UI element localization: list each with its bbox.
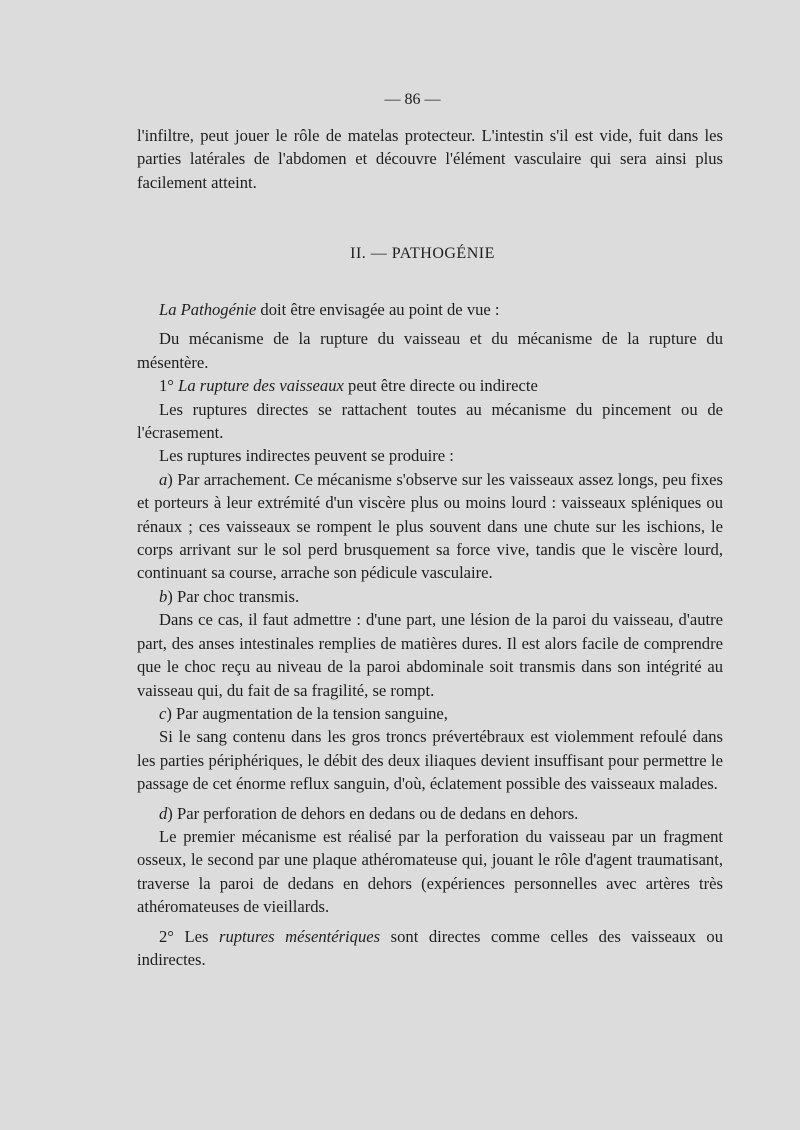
point1-paragraph: 1° La rupture des vaisseaux peut être directe ou indirecte bbox=[159, 376, 538, 396]
case-c-paragraph: c) Par augmentation de la tension sanguine, bbox=[159, 703, 448, 723]
section-heading: II. — PATHOGÉNIE bbox=[350, 245, 495, 262]
case-a-paragraph: a) Par arrachement. Ce mécanisme s'observe sur les vaisseaux assez longs, peu fixes et porteurs à leur extrémité d'un viscère plus ou moins lourd : vaisseaux spléniques ou rénaux ; ces vaisseaux se rompent le plus souvent dans une chute sur les ischions, le corps arrivant sur le sol perd brusquement sa force vive, tandis que le viscère lourd, continuant sa course, arrache son pédicule vasculaire. bbox=[137, 469, 723, 583]
directes-paragraph: Les ruptures directes se rattachent toutes au mécanisme du pincement ou de l'écrasement. bbox=[137, 399, 723, 443]
page-number: — 86 — bbox=[384, 91, 441, 108]
case-c-body: Si le sang contenu dans les gros troncs prévertébraux est violemment refoulé dans les parties périphériques, le débit des deux iliaques devient insuffisant pour permettre le passage de cet énorme reflux sanguin, d'où, éclatement possible des vaisseaux malades. bbox=[137, 727, 723, 794]
case-d-paragraph: d) Par perforation de dehors en dedans ou de dedans en dehors. bbox=[159, 803, 579, 823]
lead-italic: La Pathogénie bbox=[159, 300, 257, 319]
body-text bbox=[137, 298, 723, 971]
case-d-body: Le premier mécanisme est réalisé par la perforation du vaisseau par un fragment osseux, le second par une plaque athéromateuse qui, jouant le rôle d'agent traumatisant, traverse la paroi de dedans en dehors (expériences personnelles avec artères très athéromateuses de vieillards. bbox=[137, 826, 723, 917]
mecanisme-paragraph: Du mécanisme de la rupture du vaisseau et du mécanisme de la rupture du mésentère. bbox=[137, 329, 723, 372]
intro-text: l'infiltre, peut jouer le rôle de matelas protecteur. L'intestin s'il est vide, fuit dans les parties latérales de l'abdomen et découvre l'élément vasculaire qui sera ainsi plus facilement atteint. bbox=[137, 126, 723, 192]
indirectes-paragraph: Les ruptures indirectes peuvent se produire : bbox=[159, 446, 454, 466]
case-b-body: Dans ce cas, il faut admettre : d'une part, une lésion de la paroi du vaisseau, d'autre part, des anses intestinales remplies de matières dures. Il est alors facile de comprendre que le choc reçu au niveau de la paroi abdominale soit transmis dans son intégrité au vaisseau qui, du fait de sa fragilité, se rompt. bbox=[137, 610, 723, 700]
intro-paragraph bbox=[137, 124, 723, 194]
lead-paragraph: La Pathogénie doit être envisagée au point de vue : bbox=[159, 300, 500, 319]
point2-paragraph: 2° Les ruptures mésentériques sont directes comme celles des vaisseaux ou indirectes. bbox=[137, 926, 723, 969]
case-b-paragraph: b) Par choc transmis. bbox=[159, 586, 300, 606]
